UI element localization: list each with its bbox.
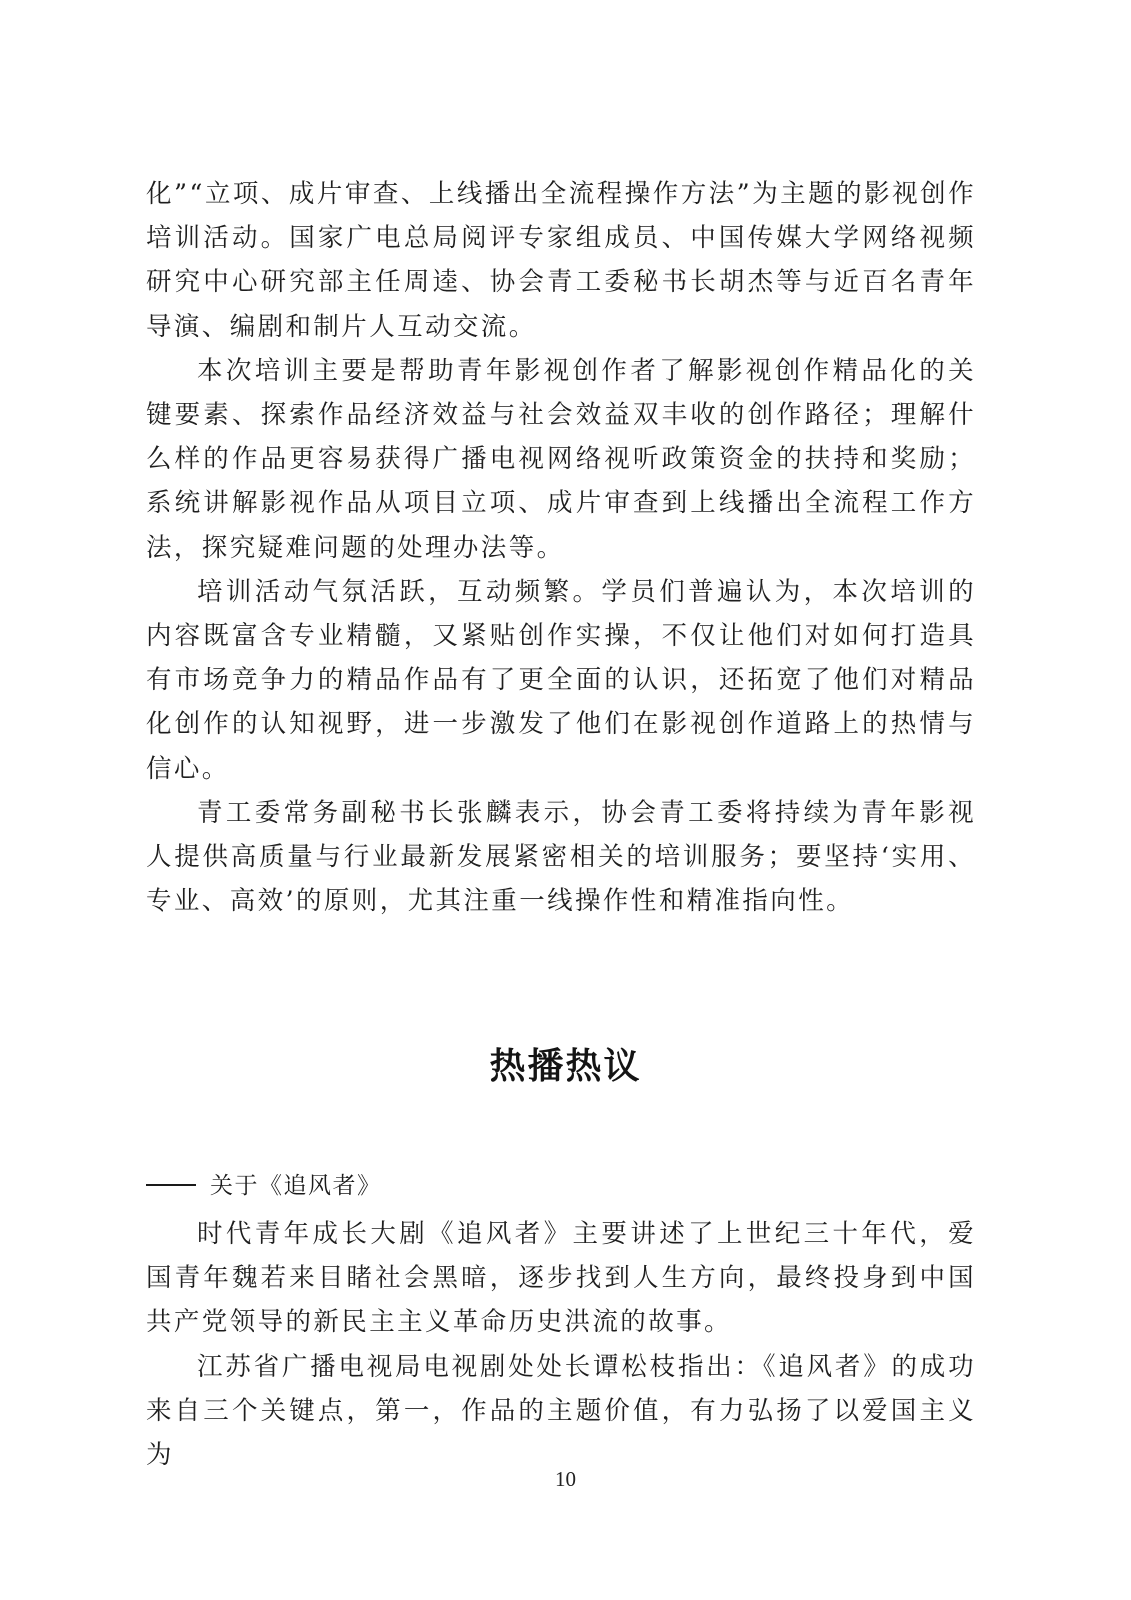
paragraph: 时代青年成长大剧《追风者》主要讲述了上世纪三十年代，爱国青年魏若来目睹社会黑暗，逐步找到人生方向，最终投身到中国共产党领导的新民主主义革命历史洪流的故事。	[146, 1219, 976, 1338]
subheading	[146, 1168, 382, 1204]
paragraph: 培训活动气氛活跃，互动频繁。学员们普遍认为，本次培训的内容既富含专业精髓，又紧贴创作实操，不仅让他们对如何打造具有市场竞争力的精品作品有了更全面的认识，还拓宽了他们对精品化创作的认知视野，进一步激发了他们在影视创作道路上的热情与信心。	[146, 576, 976, 784]
paragraph: 本次培训主要是帮助青年影视创作者了解影视创作精品化的关键要素、探索作品经济效益与社会效益双丰收的创作路径；理解什么样的作品更容易获得广播电视网络视听政策资金的扶持和奖励；系统讲解影视作品从项目立项、成片审查到上线播出全流程工作方法，探究疑难问题的处理办法等。	[146, 355, 976, 563]
paragraph: 化”“立项、成片审查、上线播出全流程操作方法”为主题的影视创作培训活动。国家广电总局阅评专家组成员、中国传媒大学网络视频研究中心研究部主任周逵、协会青工委秘书长胡杰等与近百名青年导演、编剧和制片人互动交流。	[146, 179, 976, 342]
body-text-bottom	[146, 1212, 976, 1477]
body-text-top	[146, 172, 976, 923]
page-number: 10	[555, 1467, 576, 1491]
paragraph: 江苏省广播电视局电视剧处处长谭松枝指出：《追风者》的成功来自三个关键点，第一，作品的主题价值，有力弘扬了以爱国主义为	[146, 1351, 976, 1471]
dash-line	[146, 1184, 196, 1186]
section-title: 热播热议	[489, 1046, 642, 1087]
paragraph: 青工委常务副秘书长张麟表示，协会青工委将持续为青年影视人提供高质量与行业最新发展紧密相关的培训服务；要坚持‘实用、专业、高效’的原则，尤其注重一线操作性和精准指向性。	[146, 797, 976, 917]
subheading-text: 关于《追风者》	[210, 1173, 382, 1199]
